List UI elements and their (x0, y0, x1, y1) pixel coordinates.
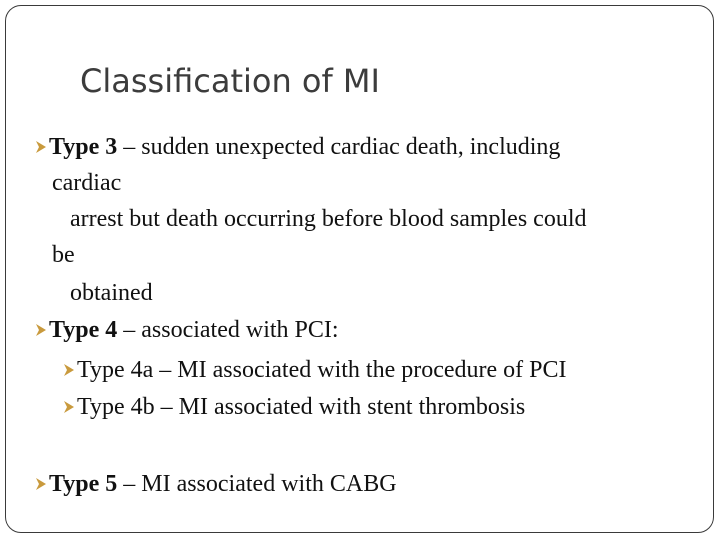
item-text: – associated with PCI: (117, 317, 339, 343)
bullet-item-type-5 (34, 466, 397, 503)
sub-bullet-item-type-4b (62, 389, 525, 426)
item-continuation: obtained (70, 280, 153, 306)
sub-item-text: Type 4b – MI associated with stent thrombosis (77, 394, 526, 420)
bullet-arrow-icon (34, 138, 48, 156)
sub-bullet-item-type-4a (62, 352, 567, 389)
bullet-arrow-icon (34, 475, 48, 493)
item-text: – MI associated with CABG (117, 471, 397, 497)
bullet-arrow-icon (62, 361, 76, 379)
slide-title: Classification of MI (80, 62, 380, 100)
type-label: Type 4 (49, 317, 118, 343)
type-label: Type 5 (49, 471, 118, 497)
bullet-arrow-icon (34, 321, 48, 339)
bullet-arrow-icon (62, 398, 76, 416)
item-text: – sudden unexpected cardiac death, including (117, 134, 561, 160)
item-continuation: be (52, 242, 75, 268)
item-continuation: arrest but death occurring before blood samples could (70, 206, 587, 232)
item-continuation: cardiac (52, 170, 122, 196)
sub-item-text: Type 4a – MI associated with the procedure of PCI (77, 357, 567, 383)
bullet-item-type-3 (34, 129, 560, 166)
type-label: Type 3 (49, 134, 118, 160)
bullet-item-type-4 (34, 312, 339, 349)
